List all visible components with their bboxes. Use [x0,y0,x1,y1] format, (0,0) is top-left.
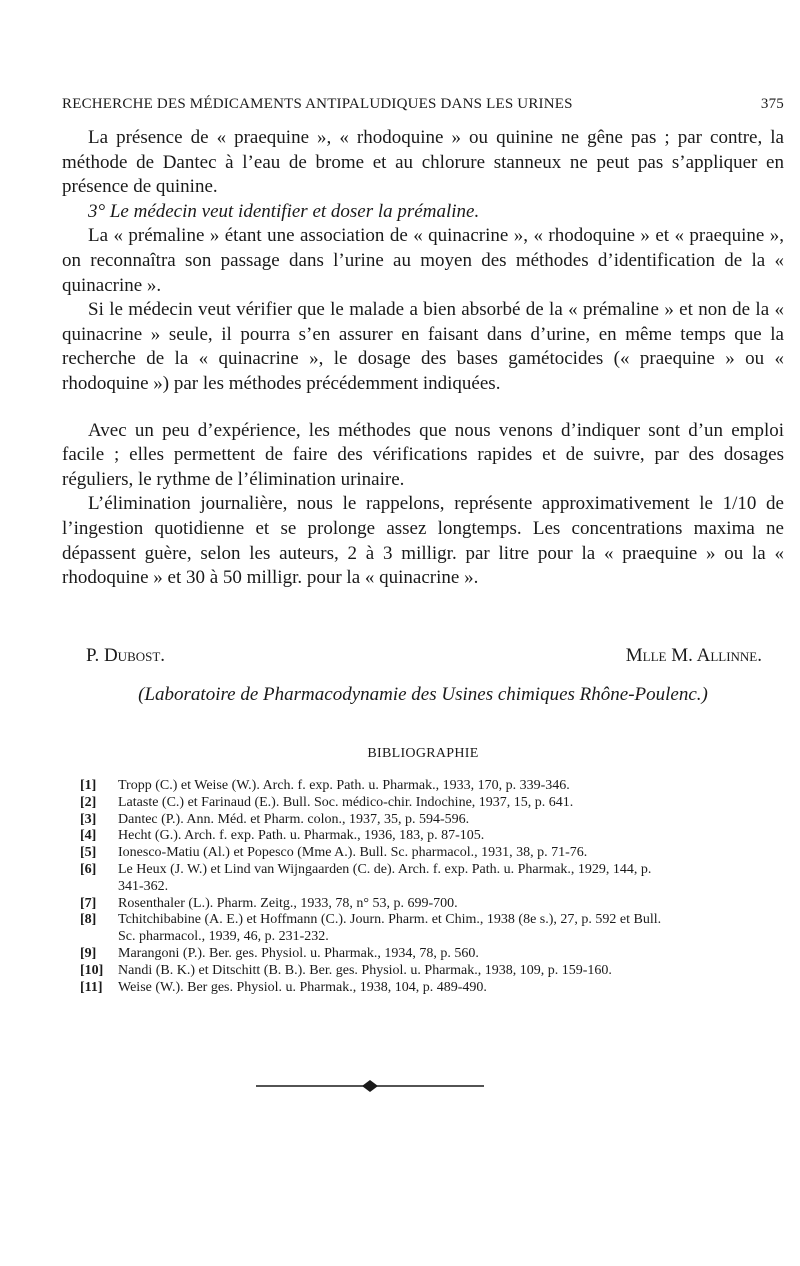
diamond-rule-icon [256,1079,484,1093]
author-left: P. Dubost. [86,645,166,666]
reference-number: [1] [80,778,97,793]
laboratory-affiliation: (Laboratoire de Pharmacodynamie des Usines chimiques Rhône-Poulenc.) [138,684,708,705]
reference-number: [9] [80,945,97,961]
reference-item [80,862,670,896]
paragraph-premaline-identification: La « prémaline » étant une association de « quinacrine », « rhodoquine » et « praequine », on reconnaîtra son passage dans l’urine au moyen des méthodes d’identification de la « quinacrine ». [62,225,784,296]
reference-item [80,778,670,795]
reference-item [80,912,670,946]
paragraph-experience: Avec un peu d’expérience, les méthodes que nous venons d’indiquer sont d’un emploi facile ; elles permettent de faire des vérifications rapides et de suivre, par des dosages réguliers, le rythme de l’élimination urinaire. [62,419,784,490]
reference-number: [6] [80,861,97,877]
body-text [62,126,784,591]
bibliography-list [80,778,670,996]
reference-text: Le Heux (J. W.) et Lind van Wijngaarden (C. de). Arch. f. exp. Path. u. Pharmak., 1929, 144, p. 341-362. [118,861,652,894]
reference-number: [2] [80,794,97,810]
reference-item [80,828,670,845]
reference-item [80,946,670,963]
running-head-title: RECHERCHE DES MÉDICAMENTS ANTIPALUDIQUES DANS LES URINES [62,96,573,112]
reference-text: Weise (W.). Ber ges. Physiol. u. Pharmak., 1938, 104, p. 489-490. [118,979,487,995]
reference-text: Marangoni (P.). Ber. ges. Physiol. u. Pharmak., 1934, 78, p. 560. [118,945,479,961]
paragraph-quinine-interference: La présence de « praequine », « rhodoquine » ou quinine ne gêne pas ; par contre, la méthode de Dantec à l’eau de brome et au chlorure stanneux ne peut pas s’appliquer en présence de quinine. [62,127,784,198]
bibliography-heading: BIBLIOGRAPHIE [367,746,479,761]
paragraph-premaline-verification: Si le médecin veut vérifier que le malade a bien absorbé de la « prémaline » et non de la « quinacrine » seule, il pourra s’en assurer en faisant dans d’urine, en même temps que la recherche de la « quinacrine », le dosage des bases gamétocides (« praequine » ou « rhodoquine ») par les méthodes précédemment indiquées. [62,299,784,394]
author-right: Mlle M. Allinne. [625,645,762,666]
section-heading-premaline: 3° Le médecin veut identifier et doser la prémaline. [88,200,480,222]
reference-item [80,845,670,862]
reference-text: Tropp (C.) et Weise (W.). Arch. f. exp. Path. u. Pharmak., 1933, 170, p. 339-346. [118,778,570,793]
reference-text: Hecht (G.). Arch. f. exp. Path. u. Pharmak., 1936, 183, p. 87-105. [118,828,485,844]
reference-number: [5] [80,845,97,861]
reference-text: Lataste (C.) et Farinaud (E.). Bull. Soc. médico-chir. Indochine, 1937, 15, p. 641. [118,794,574,810]
reference-number: [11] [80,979,103,995]
author-signatures [86,645,762,667]
page-number: 375 [760,96,784,112]
reference-text: Nandi (B. K.) et Ditschitt (B. B.). Ber. ges. Physiol. u. Pharmak., 1938, 109, p. 159-160. [118,962,612,978]
paragraph-elimination: L’élimination journalière, nous le rappelons, représente approximativement le 1/10 de l’ingestion quotidienne et se prolonge assez longtemps. Les concentrations maxima ne dépassent guère, selon les auteurs, 2 à 3 milligr. par litre pour la « praequine » ou la « rhodoquine » et 30 à 50 milligr. pour la « quinacrine ». [62,493,784,589]
reference-number: [7] [80,895,97,911]
reference-text: Ionesco-Matiu (Al.) et Popesco (Mme A.). Bull. Sc. pharmacol., 1931, 38, p. 71-76. [118,845,588,861]
reference-item [80,963,670,980]
reference-item [80,980,670,997]
running-head [62,96,784,113]
reference-number: [4] [80,828,97,844]
reference-text: Rosenthaler (L.). Pharm. Zeitg., 1933, 78, n° 53, p. 699-700. [118,895,458,911]
reference-text: Dantec (P.). Ann. Méd. et Pharm. colon., 1937, 35, p. 594-596. [118,811,470,827]
reference-number: [3] [80,811,97,827]
reference-number: [8] [80,912,97,928]
end-ornament-rule [256,1079,484,1093]
reference-number: [10] [80,962,104,978]
reference-text: Tchitchibabine (A. E.) et Hoffmann (C.). Journ. Pharm. et Chim., 1938 (8e s.), 27, p. 592 et Bull. Sc. pharmacol., 1939, 46, p. 231-232. [118,912,662,945]
reference-item [80,812,670,829]
reference-item [80,795,670,812]
reference-item [80,896,670,913]
